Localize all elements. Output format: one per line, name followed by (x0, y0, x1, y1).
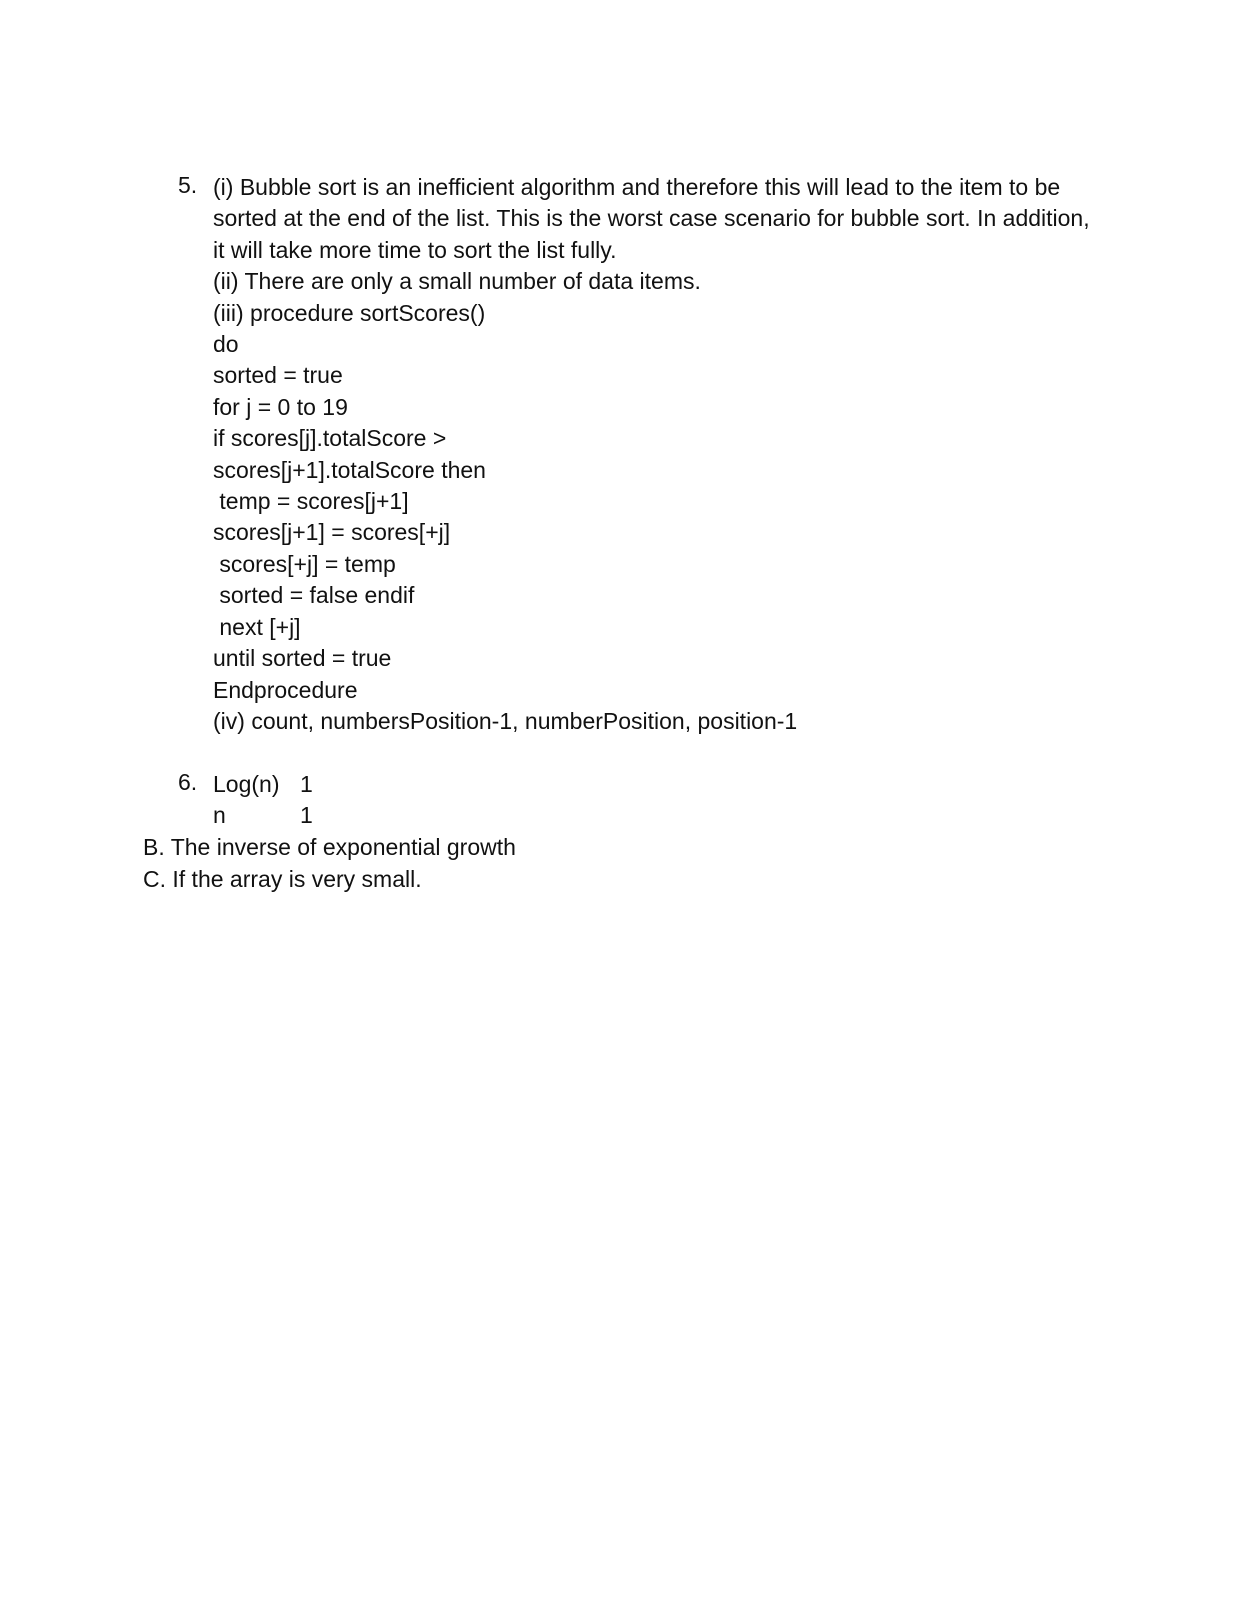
code-line: if scores[j].totalScore > (213, 425, 447, 452)
code-line: until sorted = true (213, 645, 392, 672)
answer-item-6 (178, 769, 1093, 832)
complexity-value: 1 (300, 771, 313, 797)
answer-part-ii: (ii) There are only a small number of data items. (213, 268, 701, 295)
complexity-row (213, 800, 1093, 831)
code-line: Endprocedure (213, 676, 358, 703)
item-number: 6. (178, 769, 198, 795)
complexity-label: n (213, 802, 226, 829)
answer-item-5 (178, 172, 1093, 737)
answer-item-b: B. The inverse of exponential growth (143, 834, 516, 860)
code-line: sorted = true (213, 362, 343, 389)
code-line: next [+j] (213, 613, 301, 640)
code-line: sorted = false endif (213, 582, 415, 609)
complexity-value: 1 (300, 802, 313, 829)
code-line: (iii) procedure sortScores() (213, 299, 486, 326)
complexity-row (213, 769, 1093, 800)
code-line: scores[j+1] = scores[+j] (213, 519, 451, 546)
answer-item-c: C. If the array is very small. (143, 866, 422, 892)
answer-part-i: (i) Bubble sort is an inefficient algorithm and therefore this will lead to the item to be sorted at the end of the list. This is the worst case scenario for bubble sort. In addition, it will take more time to sort the list fully. (213, 174, 1090, 263)
answer-part-iv: (iv) count, numbersPosition-1, numberPosition, position-1 (213, 707, 798, 734)
code-line: scores[j+1].totalScore then (213, 456, 486, 483)
code-line: temp = scores[j+1] (213, 488, 409, 515)
code-line: scores[+j] = temp (213, 550, 396, 577)
item-number: 5. (178, 172, 198, 198)
code-line: for j = 0 to 19 (213, 393, 348, 420)
code-line: do (213, 331, 239, 358)
complexity-label: Log(n) (213, 771, 280, 797)
